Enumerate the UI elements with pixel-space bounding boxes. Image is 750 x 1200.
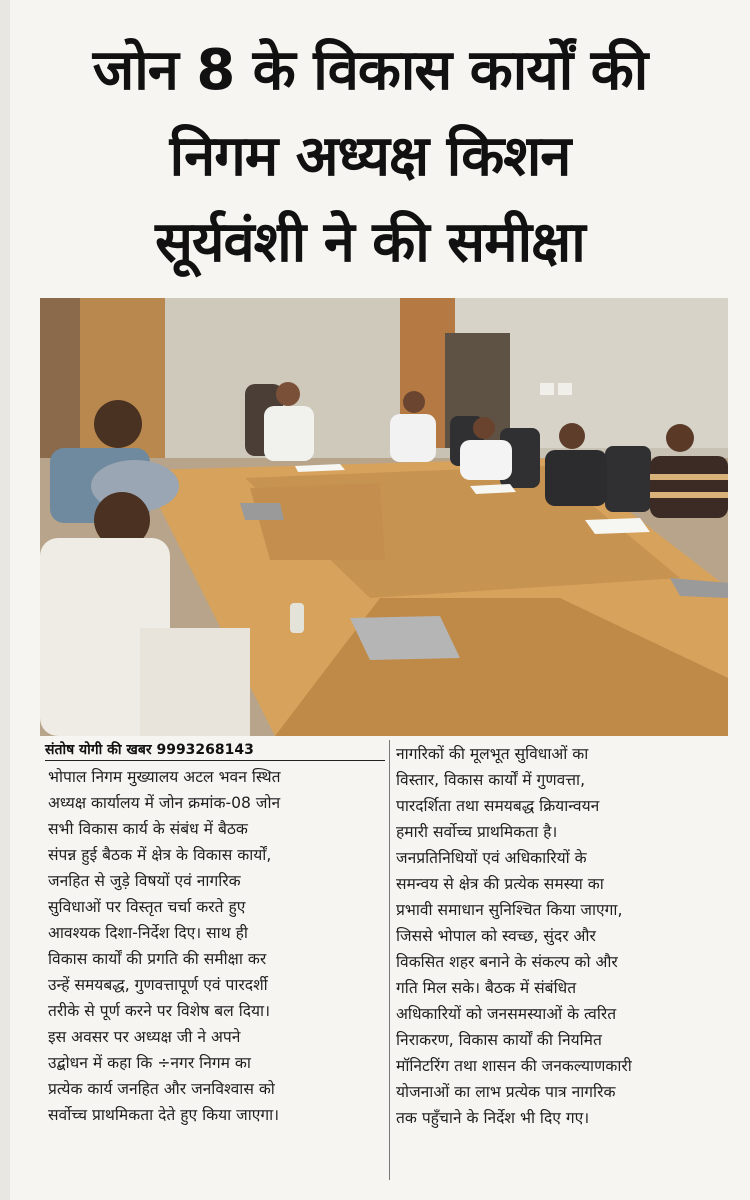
text-line: तक पहुँचाने के निर्देश भी दिए गए। xyxy=(396,1109,590,1127)
text-line: नागरिकों की मूलभूत सुविधाओं का xyxy=(396,745,589,763)
text-line: पारदर्शिता तथा समयबद्ध क्रियान्वयन xyxy=(396,797,600,815)
text-line: निराकरण, विकास कार्यों की नियमित xyxy=(396,1031,602,1049)
text-line: विकसित शहर बनाने के संकल्प को और xyxy=(396,953,618,971)
text-line: योजनाओं का लाभ प्रत्येक पात्र नागरिक xyxy=(396,1083,616,1101)
text-line: जिससे भोपाल को स्वच्छ, सुंदर और xyxy=(396,927,596,945)
text-line: तरीके से पूर्ण करने पर विशेष बल दिया। xyxy=(48,1002,271,1020)
meeting-photo xyxy=(40,298,728,736)
text-line: भोपाल निगम मुख्यालय अटल भवन स्थित xyxy=(48,768,281,786)
article-column-right xyxy=(396,741,728,1131)
text-line: अधिकारियों को जनसमस्याओं के त्वरित xyxy=(396,1005,617,1023)
text-line: मॉनिटरिंग तथा शासन की जनकल्याणकारी xyxy=(396,1057,632,1075)
text-line: समन्वय से क्षेत्र की प्रत्येक समस्या का xyxy=(396,875,604,893)
text-line: उद्बोधन में कहा कि ÷नगर निगम का xyxy=(48,1054,251,1072)
text-line: प्रभावी समाधान सुनिश्चित किया जाएगा, xyxy=(396,901,623,919)
headline-line: सूर्यवंशी ने की समीक्षा xyxy=(155,210,585,275)
byline: संतोष योगी की खबर 9993268143 xyxy=(45,740,385,761)
text-line: हमारी सर्वोच्च प्राथमिकता है। xyxy=(396,823,558,841)
column-divider xyxy=(389,740,390,1180)
text-line: सुविधाओं पर विस्तृत चर्चा करते हुए xyxy=(48,898,246,916)
article-column-left xyxy=(48,764,386,1128)
text-line: विस्तार, विकास कार्यों में गुणवत्ता, xyxy=(396,771,586,789)
text-line: इस अवसर पर अध्यक्ष जी ने अपने xyxy=(48,1028,241,1046)
text-line: प्रत्येक कार्य जनहित और जनविश्वास को xyxy=(48,1080,275,1098)
text-line: सर्वोच्च प्राथमिकता देते हुए किया जाएगा। xyxy=(48,1106,280,1124)
text-line: विकास कार्यों की प्रगति की समीक्षा कर xyxy=(48,950,267,968)
text-line: संपन्न हुई बैठक में क्षेत्र के विकास कार्यों, xyxy=(48,846,272,864)
text-line: गति मिल सके। बैठक में संबंधित xyxy=(396,979,577,997)
headline-line: जोन 8 के विकास कार्यों की xyxy=(92,38,648,103)
text-line: जनप्रतिनिधियों एवं अधिकारियों के xyxy=(396,849,587,867)
text-line: सभी विकास कार्य के संबंध में बैठक xyxy=(48,820,248,838)
headline xyxy=(10,28,730,286)
headline-line: निगम अध्यक्ष किशन xyxy=(169,124,571,189)
text-line: आवश्यक दिशा-निर्देश दिए। साथ ही xyxy=(48,924,248,942)
text-line: उन्हें समयबद्ध, गुणवत्तापूर्ण एवं पारदर्शी xyxy=(48,976,268,994)
text-line: जनहित से जुड़े विषयों एवं नागरिक xyxy=(48,872,241,890)
text-line: अध्यक्ष कार्यालय में जोन क्रमांक-08 जोन xyxy=(48,794,281,812)
